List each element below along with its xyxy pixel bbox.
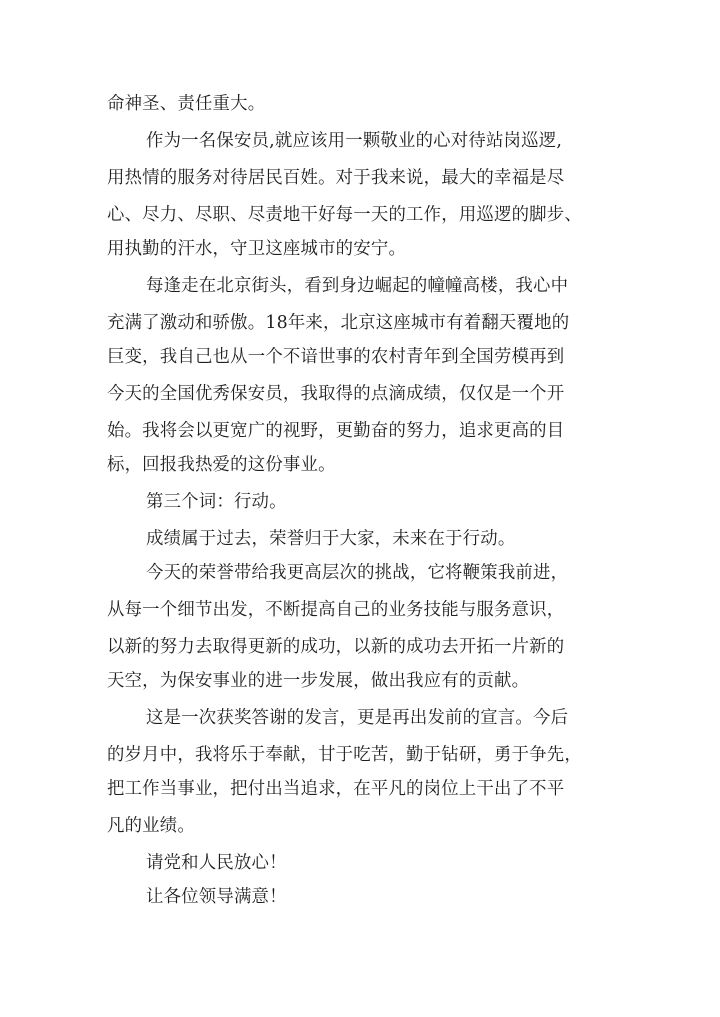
text-line: 充满了激动和骄傲。18年来，北京这座城市有着翻天覆地的 — [107, 313, 570, 333]
paragraph-first-line: 作为一名保安员,就应该用一颗敬业的心对待站岗巡逻, — [146, 131, 563, 151]
text-line: 以新的努力去取得更新的成功，以新的成功去开拓一片新的 — [107, 637, 565, 657]
paragraph-first-line: 第三个词：行动。 — [146, 492, 287, 512]
text-line: 心、尽力、尽职、尽责地干好每一天的工作，用巡逻的脚步、 — [107, 205, 582, 225]
text-line: 凡的业绩。 — [107, 816, 195, 836]
text-line: 天空，为保安事业的进一步发展，做出我应有的贡献。 — [107, 671, 530, 691]
paragraph-first-line: 让各位领导满意！ — [146, 887, 287, 907]
text-line: 巨变，我自己也从一个不谙世事的农村青年到全国劳模再到 — [107, 347, 565, 367]
paragraph-first-line: 这是一次获奖答谢的发言，更是再出发前的宣言。今后 — [146, 708, 569, 728]
text-line: 命神圣、责任重大。 — [107, 94, 266, 114]
text-line: 把工作当事业，把付出当追求，在平凡的岗位上干出了不平 — [107, 779, 565, 799]
paragraph-first-line: 今天的荣誉带给我更高层次的挑战，它将鞭策我前进， — [146, 563, 569, 583]
paragraph-first-line: 每逢走在北京街头，看到身边崛起的幢幢高楼，我心中 — [146, 276, 569, 296]
text-line: 用执勤的汗水，守卫这座城市的安宁。 — [107, 239, 407, 259]
paragraph-first-line: 成绩属于过去，荣誉归于大家，未来在于行动。 — [146, 529, 516, 549]
text-line: 用热情的服务对待居民百姓。对于我来说，最大的幸福是尽 — [107, 168, 565, 188]
text-line: 的岁月中，我将乐于奉献，甘于吃苦，勤于钻研，勇于争先， — [107, 745, 582, 765]
text-line: 从每一个细节出发，不断提高自己的业务技能与服务意识， — [107, 600, 565, 620]
text-line: 标，回报我热爱的这份事业。 — [107, 455, 336, 475]
paragraph-first-line: 请党和人民放心！ — [146, 853, 287, 873]
text-line: 始。我将会以更宽广的视野，更勤奋的努力，追求更高的目 — [107, 421, 565, 441]
text-line: 今天的全国优秀保安员，我取得的点滴成绩，仅仅是一个开 — [107, 384, 565, 404]
